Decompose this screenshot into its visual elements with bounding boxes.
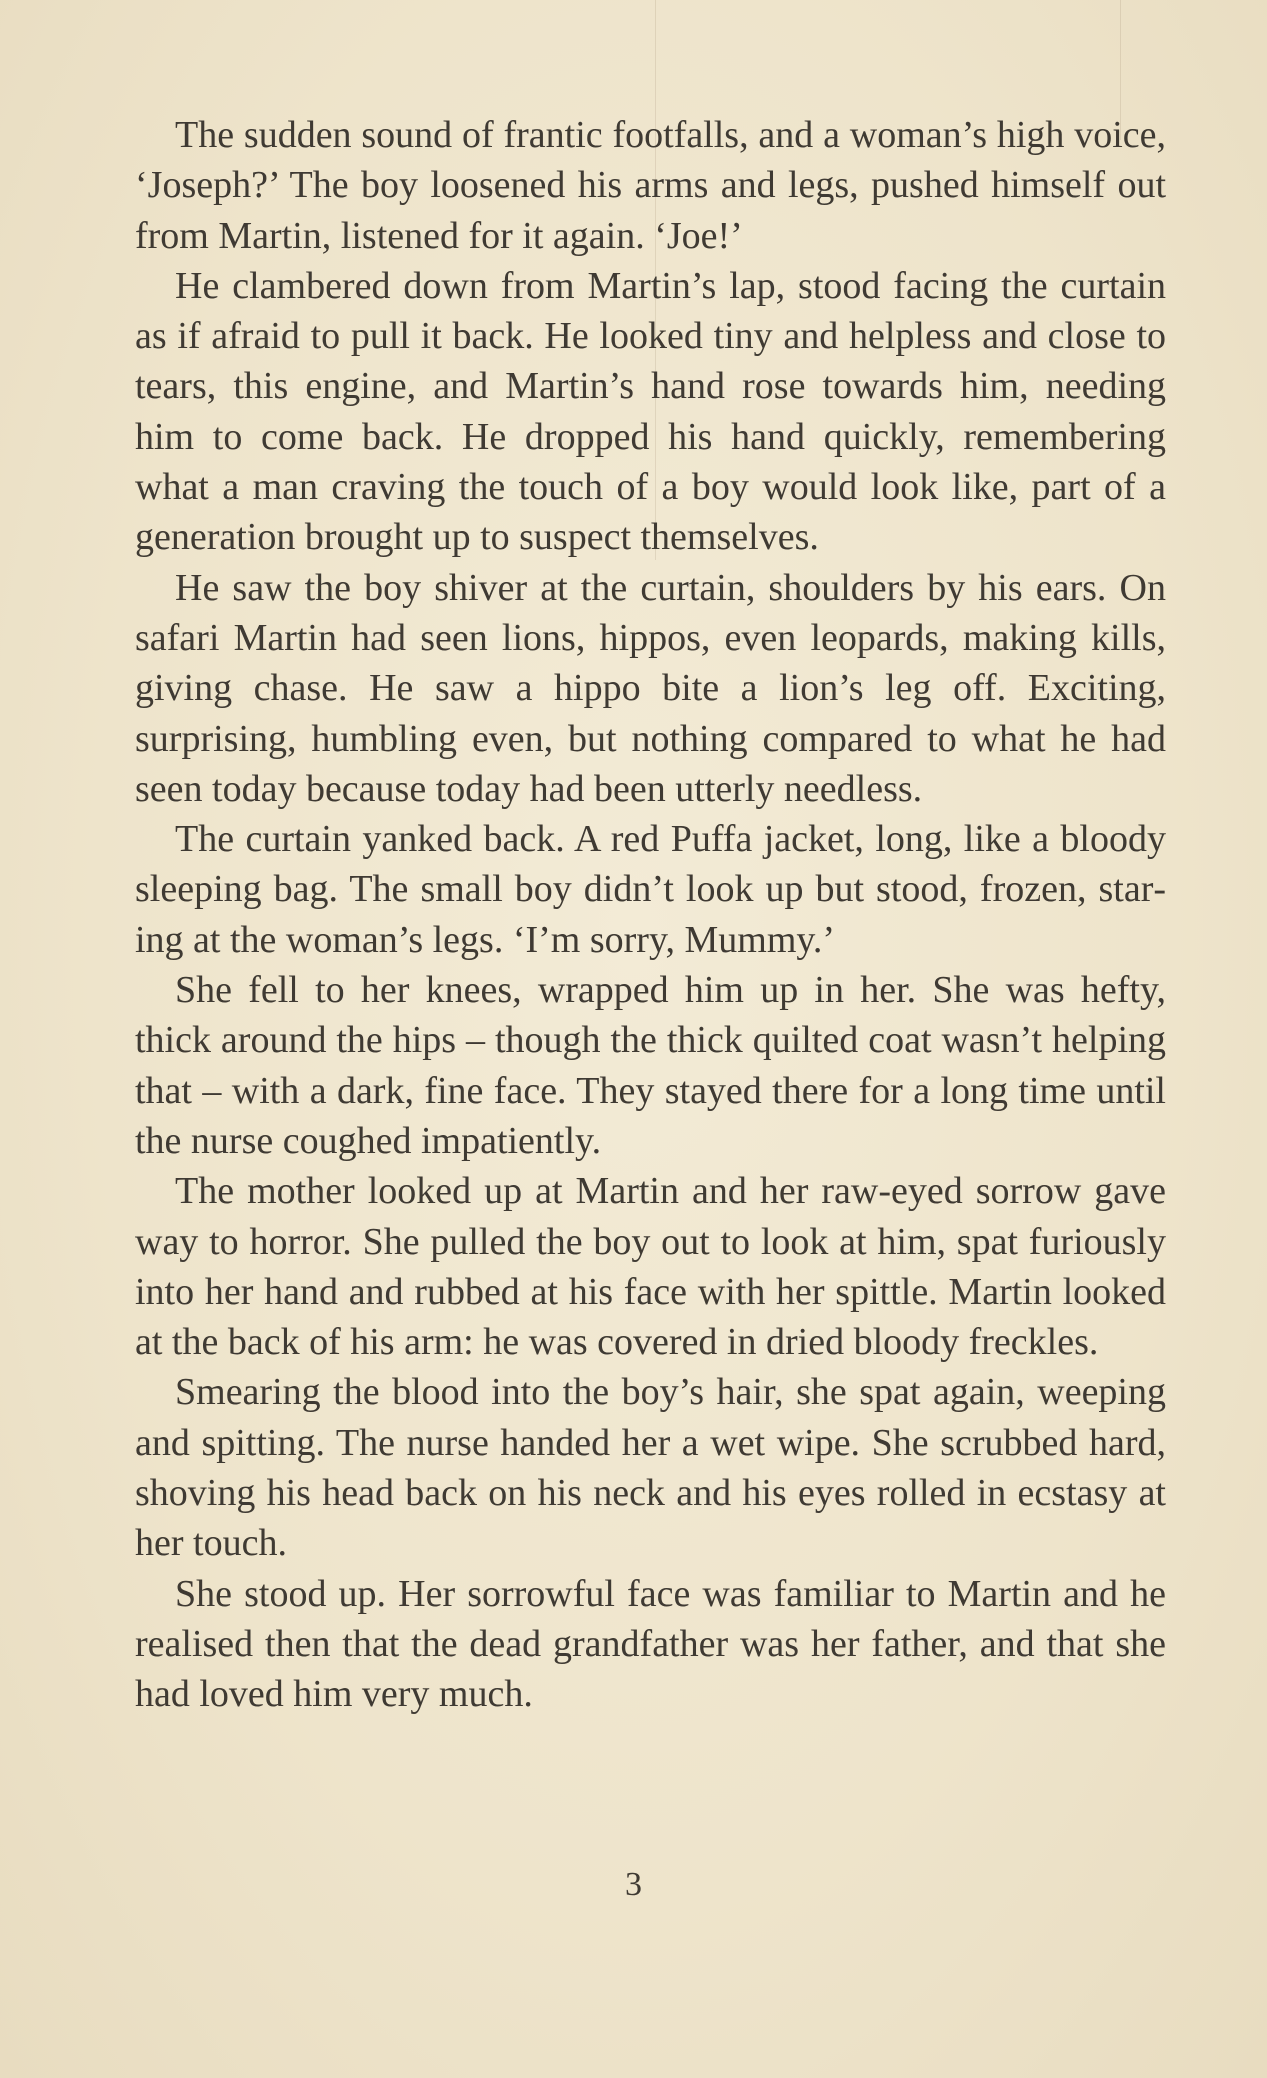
paragraph: He saw the boy shiver at the curtain, shoulders by his ears. On safari Martin had seen lions, hippos, even leopards, making kills, giving chase. He saw a hippo bite a lion’s leg off. Exciting, surprising, humbling even, but nothing compared to what he had seen today because today had been utterly needless.	[135, 566, 1166, 810]
paragraph: She fell to her knees, wrapped him up in her. She was hefty, thick around the hips – though the thick quilted coat wasn’t helping that – with a dark, fine face. They stayed there for a long time until the nurse coughed impatiently.	[135, 969, 1166, 1162]
body-text	[135, 110, 1166, 1720]
paragraph: The mother looked up at Martin and her raw-eyed sorrow gave way to horror. She pulled the boy out to look at him, spat furiously into her hand and rubbed at his face with her spittle. Martin looked at the back of his arm: he was covered in dried bloody freckles.	[135, 1170, 1166, 1364]
page-number: 3	[625, 1866, 642, 1903]
paragraph: Smearing the blood into the boy’s hair, she spat again, weeping and spitting. The nurse handed her a wet wipe. She scrubbed hard, shoving his head back on his neck and his eyes rolled in ecstasy at her touch.	[135, 1371, 1166, 1565]
paragraph: He clambered down from Martin’s lap, stood facing the curtain as if afraid to pull it back. He looked tiny and helpless and close to tears, this engine, and Martin’s hand rose towards him, needing him to come back. He dropped his hand quickly, remembering what a man craving the touch of a boy would look like, part of a generation brought up to suspect themselves.	[135, 264, 1166, 559]
paragraph: She stood up. Her sorrowful face was familiar to Martin and he realised then that the dead grandfather was her father, and that she had loved him very much.	[135, 1572, 1166, 1716]
paragraph: The curtain yanked back. A red Puffa jacket, long, like a bloody sleeping bag. The small boy didn’t look up but stood, frozen, staring at the woman’s legs. ‘I’m sorry, Mummy.’	[135, 818, 1166, 961]
paragraph: The sudden sound of frantic footfalls, and a woman’s high voice, ‘Joseph?’ The boy loosened his arms and legs, pushed himself out from Martin, listened for it again. ‘Joe!’	[135, 114, 1166, 257]
